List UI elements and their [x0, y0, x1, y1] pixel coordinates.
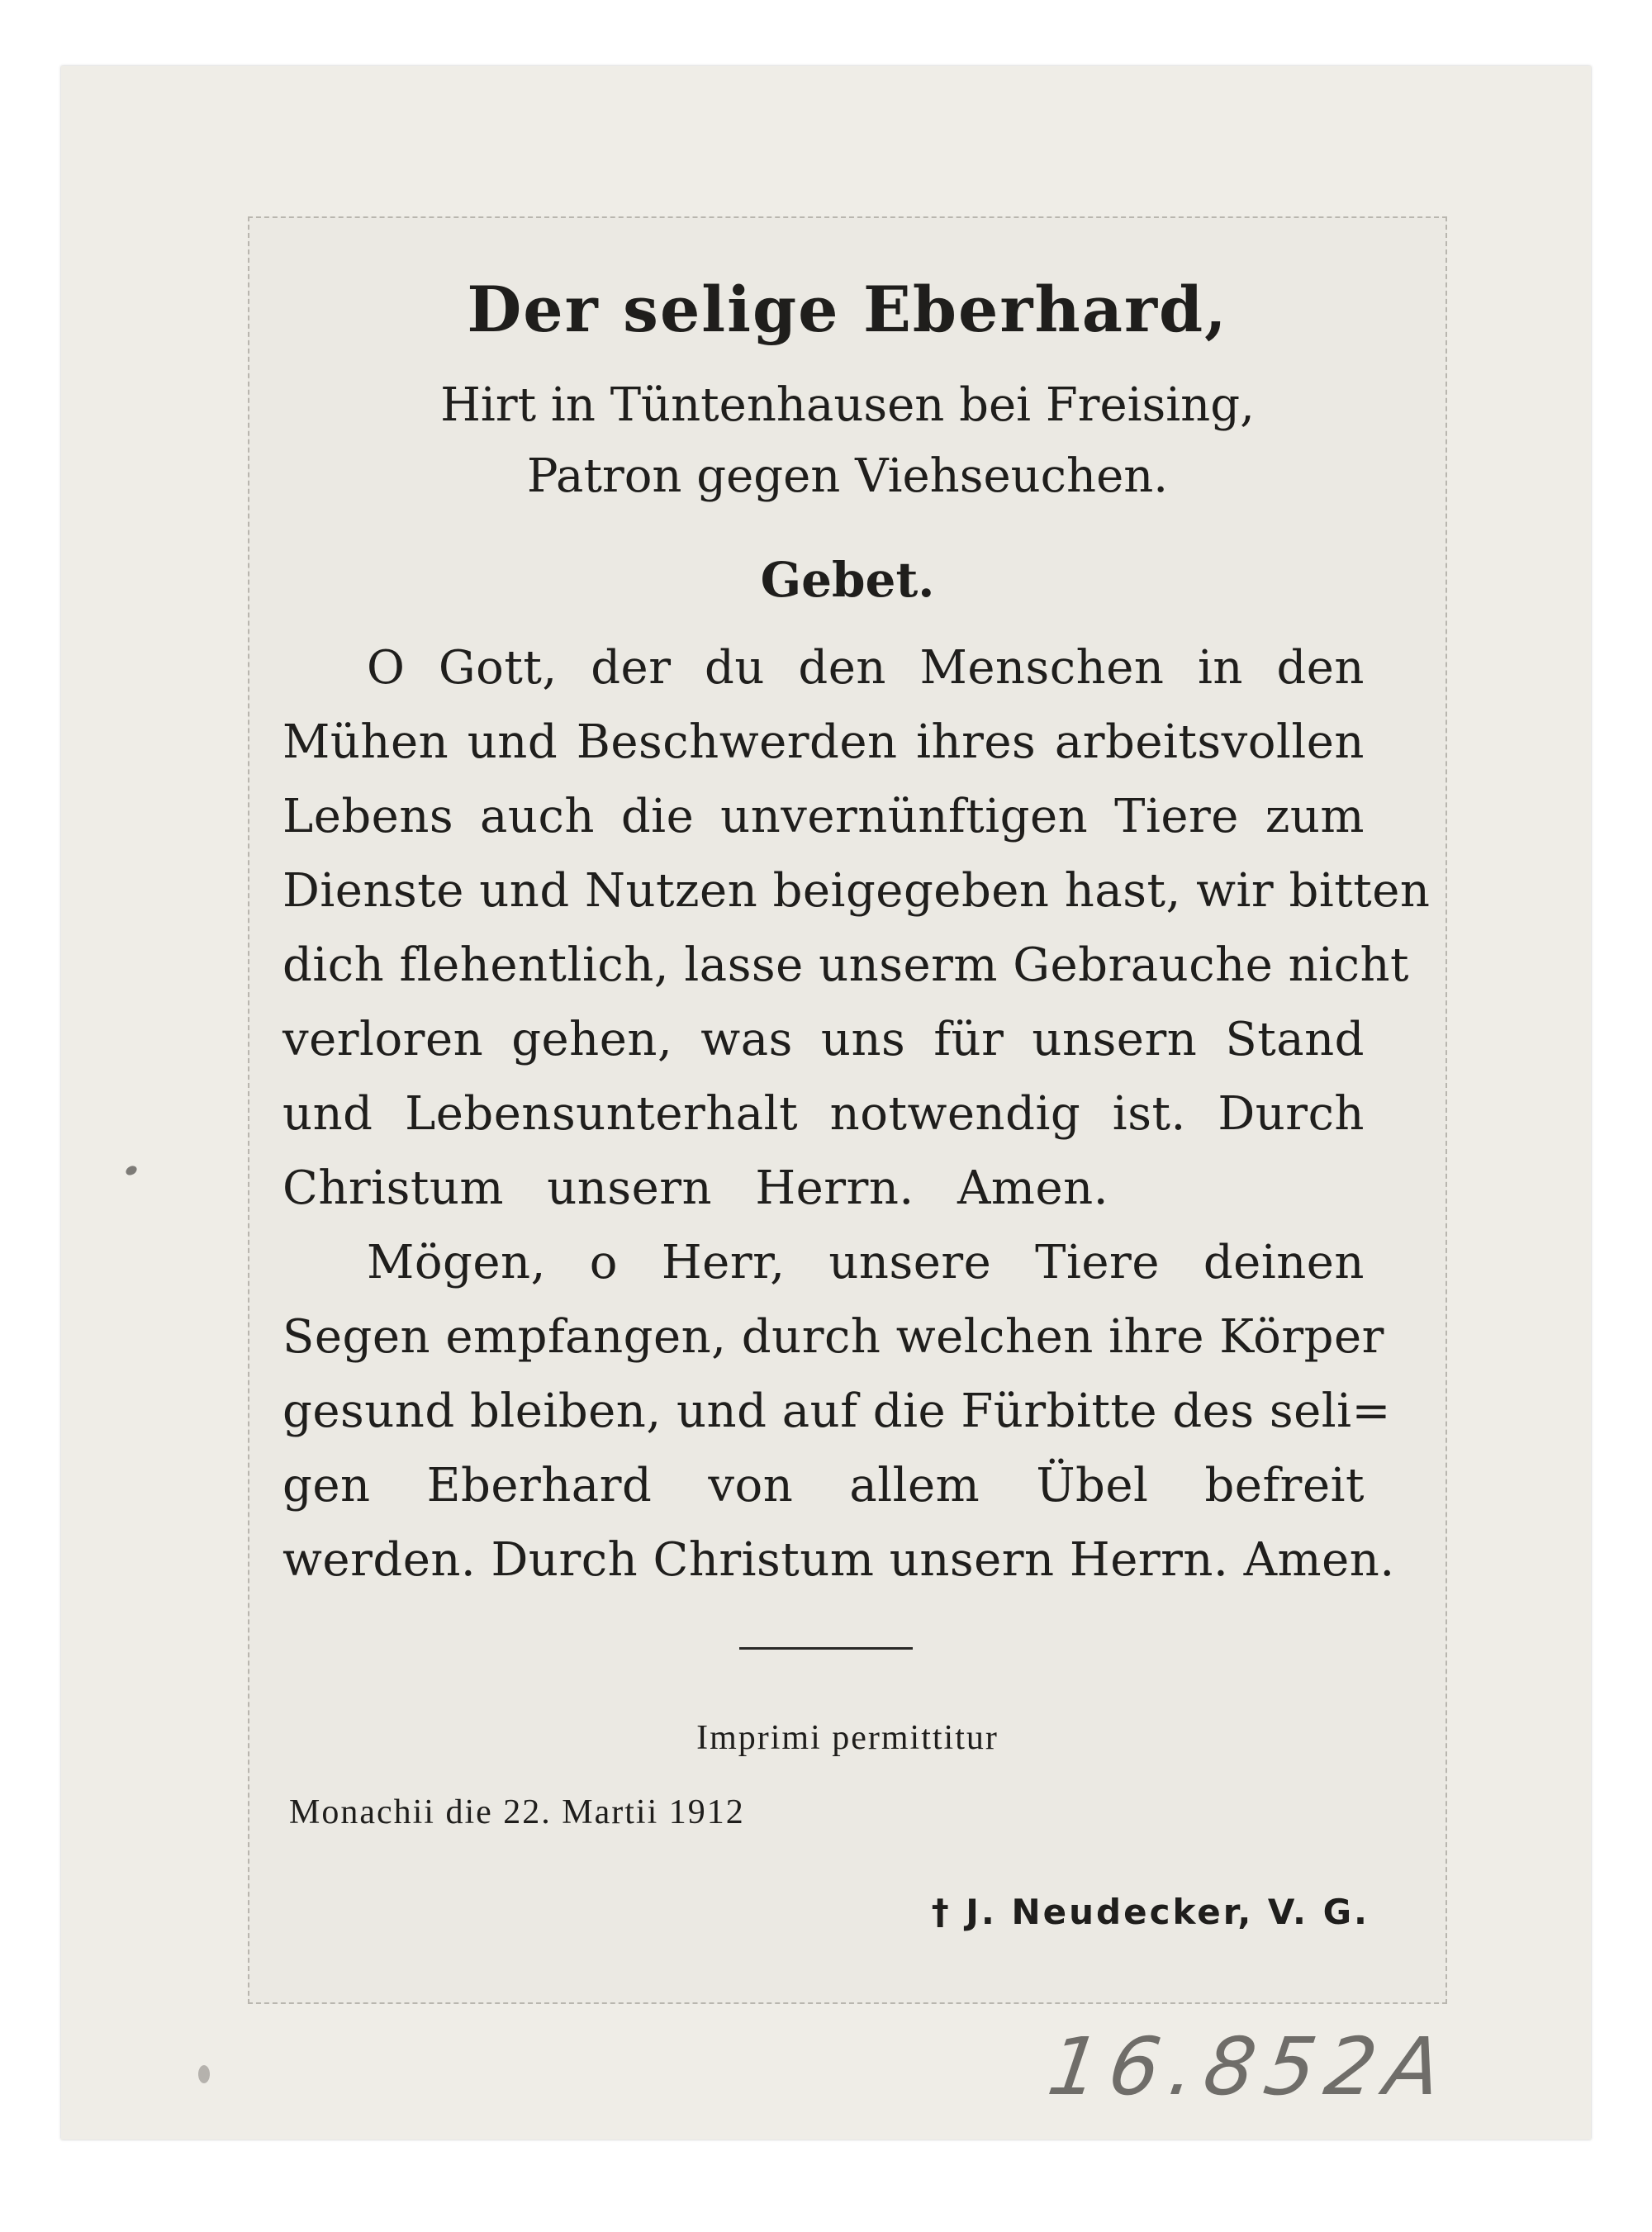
paper-stain	[198, 2065, 210, 2083]
imprimatur-text: Imprimi permittitur	[696, 1719, 999, 1757]
prayer-line: Christum unsern Herrn. Amen.	[282, 1161, 1108, 1215]
prayer-line: Dienste und Nutzen beigegeben hast, wir bitten	[282, 864, 1431, 918]
place-date-text: Monachii die 22. Martii 1912	[289, 1793, 745, 1831]
card-subtitle-line-2: Patron gegen Viehseuchen.	[526, 449, 1169, 503]
prayer-line: O Gott, der du den Menschen in den	[367, 641, 1365, 695]
ink-spot	[124, 1164, 138, 1177]
signature-text: † J. Neudecker, V. G.	[931, 1892, 1370, 1932]
prayer-line: dich flehentlich, lasse unserm Gebrauche nicht	[282, 938, 1410, 992]
card-subtitle-line-1: Hirt in Tüntenhausen bei Freising,	[440, 378, 1255, 432]
prayer-heading: Gebet.	[760, 552, 935, 608]
prayer-line: verloren gehen, was uns für unsern Stand	[282, 1013, 1365, 1066]
prayer-line: Lebens auch die unvernünftigen Tiere zum	[282, 790, 1365, 843]
prayer-line: Mögen, o Herr, unsere Tiere deinen	[367, 1236, 1365, 1289]
prayer-line: werden. Durch Christum unsern Herrn. Amen.	[282, 1533, 1395, 1587]
prayer-line: gesund bleiben, und auf die Fürbitte des seli=	[282, 1384, 1391, 1438]
card-title: Der selige Eberhard,	[467, 273, 1228, 346]
prayer-line: gen Eberhard von allem Übel befreit	[282, 1459, 1365, 1513]
prayer-line: Segen empfangen, durch welchen ihre Körper	[282, 1310, 1384, 1364]
catalog-number-handwritten: 16.852A	[1042, 2021, 1457, 2113]
prayer-line: Mühen und Beschwerden ihres arbeitsvollen	[282, 715, 1365, 769]
prayer-line: und Lebensunterhalt notwendig ist. Durch	[282, 1087, 1365, 1141]
separator-rule	[739, 1647, 913, 1650]
